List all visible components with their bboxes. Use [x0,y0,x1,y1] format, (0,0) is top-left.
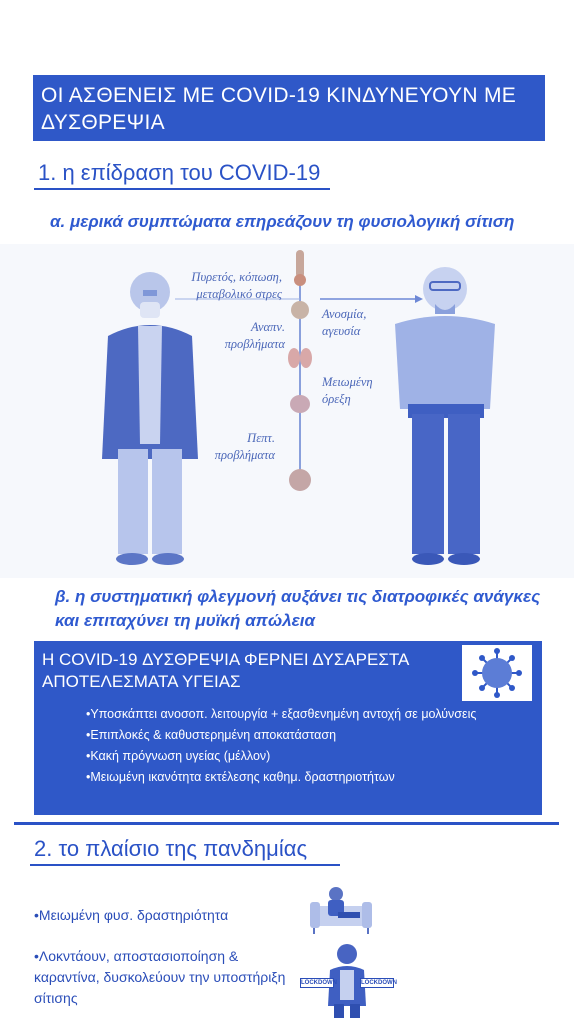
section2-heading: 2. το πλαίσιο της πανδημίας [34,836,308,861]
title-banner [33,75,545,141]
consequences-title: Η COVID-19 ΔΥΣΘΡΕΨΙΑ ΦΕΡΝΕΙ ΔΥΣΑΡΕΣΤΑ ΑΠΟΤΕΛΕΣΜΑΤΑ ΥΓΕΙΑΣ [42,650,409,691]
lockdown-sign-right: LOCKDOWN [361,980,397,986]
page-title: ΟΙ ΑΣΘΕΝΕΙΣ ΜΕ COVID-19 ΚΙΝΔΥΝΕΥΟΥΝ ΜΕ ΔΥΣΘΡΕΨΙΑ [41,84,517,134]
section1-underline [34,188,330,190]
section-divider [14,822,559,825]
consequences-list [86,705,536,787]
symptom-smell-label: Ανοσμία, αγευσία [322,307,367,338]
elderly-man-figure [102,272,198,565]
section1-heading: 1. η επίδραση του COVID-19 [38,160,321,185]
symptoms-illustration [0,244,574,578]
head-icon [291,301,309,319]
consequences-box [34,641,542,815]
section2-item-lockdown: •Λοκντάουν, αποστασιοποίηση & καραντίνα, δυσκολεύουν την υποστήριξη σίτισης [34,948,286,1006]
symptom-fever-label: Πυρετός, κόπωση, μεταβολικό στρες [191,270,282,301]
list-item: •Επιπλοκές & καθυστερημένη αποκατάσταση [86,728,337,742]
symptom-respiratory-label: Αναπν. προβλήματα [224,320,285,351]
symptom-digestive-label: Πεπτ. προβλήματα [214,431,275,462]
thermometer-icon [294,250,306,286]
list-item: •Υποσκάπτει ανοσοπ. λειτουργία + εξασθενημένη αντοχή σε μολύνσεις [86,707,477,721]
symptom-appetite-label: Μειωμένη όρεξη [322,375,373,406]
virus-icon [462,645,532,701]
intestine-icon [289,469,311,491]
section2-underline [30,864,340,866]
section2-item-activity: •Μειωμένη φυσ. δραστηριότητα [34,907,229,923]
list-item: •Κακή πρόγνωση υγείας (μέλλον) [86,749,271,763]
section1-subheading-a: α. μερικά συμπτώματα επηρεάζουν τη φυσιολογική σίτιση [50,212,515,231]
young-man-figure [395,267,495,565]
person-on-sofa-icon [308,884,374,936]
lockdown-person-icon [300,940,397,1020]
lockdown-sign-left: LOCKDOWN [301,980,337,986]
stomach-icon [290,395,310,413]
section1-subheading-b: β. η συστηματική φλεγμονή αυξάνει τις διατροφικές ανάγκες και επιταχύνει τη μυϊκή απώλεια [55,587,541,630]
people-illustration [0,244,574,578]
list-item: •Μειωμένη ικανότητα εκτέλεσης καθημ. δραστηριοτήτων [86,770,395,784]
